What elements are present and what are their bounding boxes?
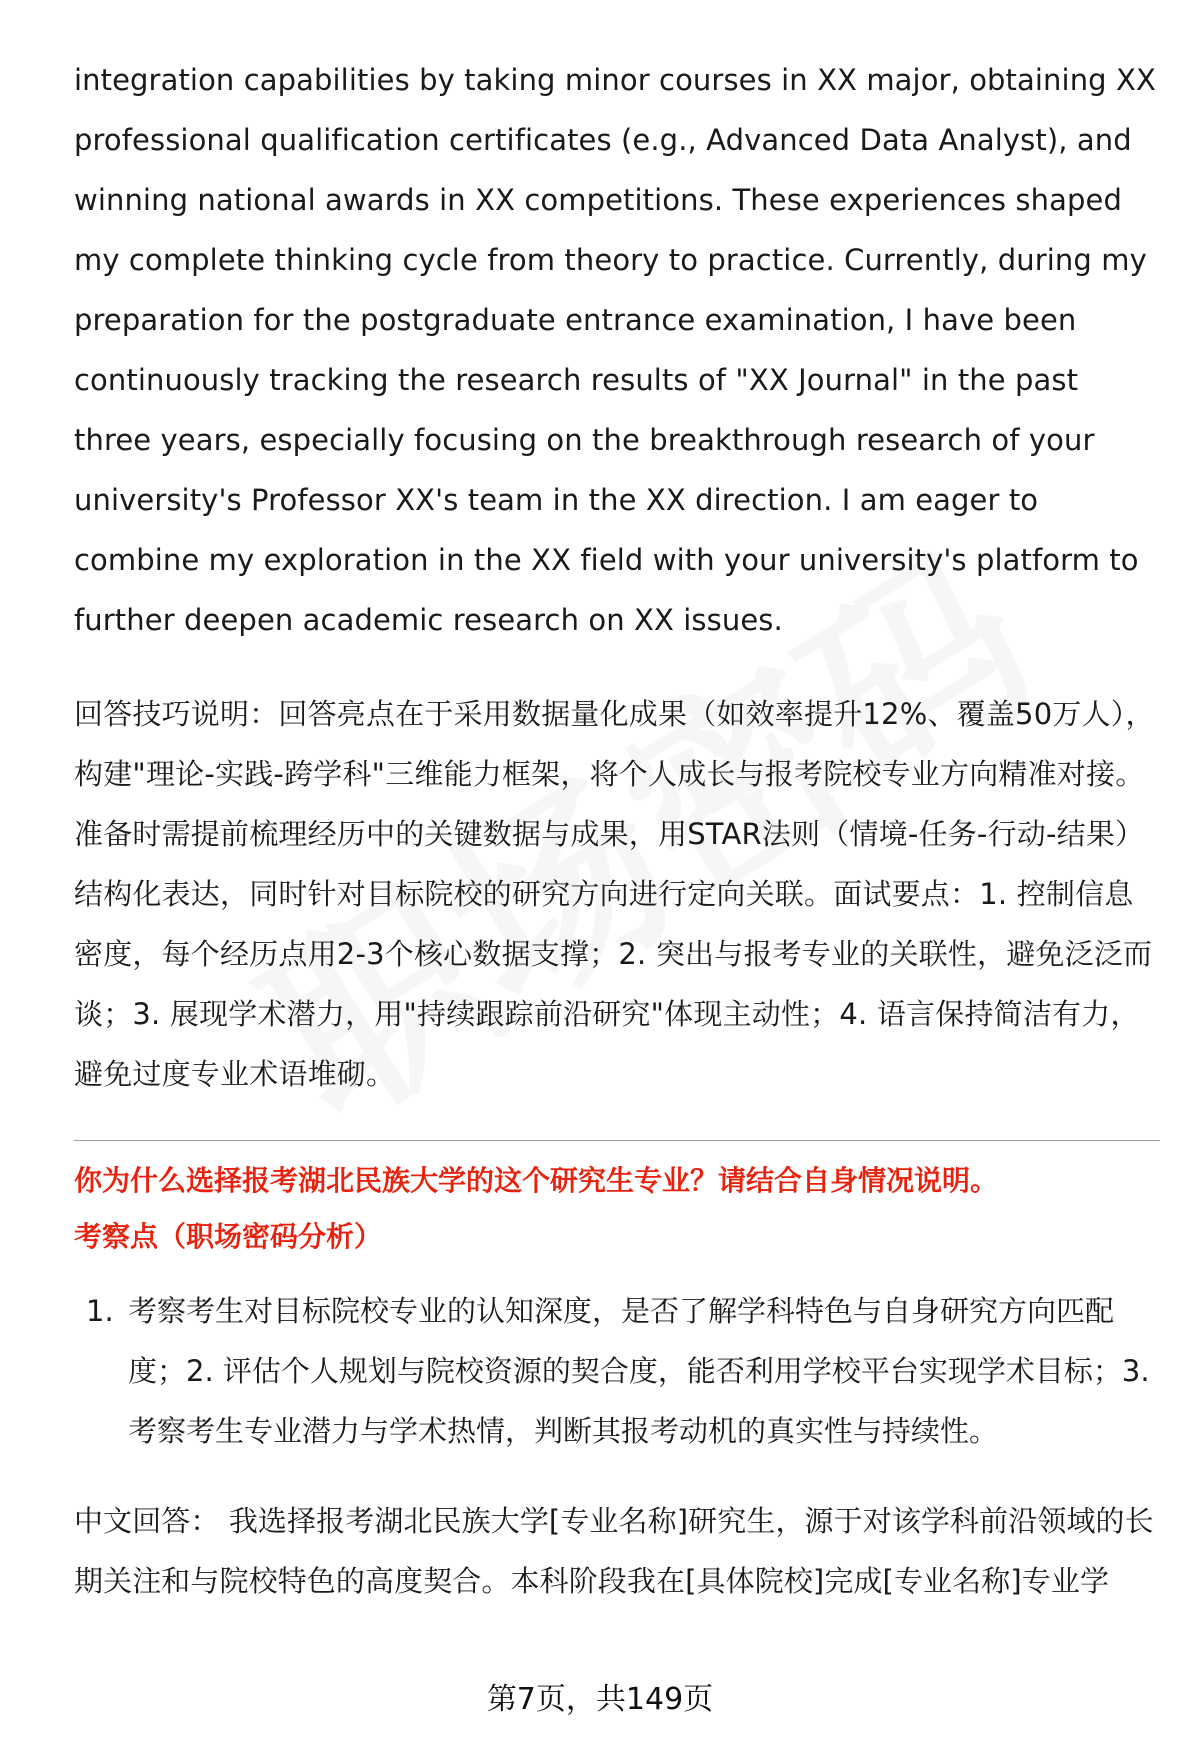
list-item-number: 1.	[86, 1294, 114, 1328]
chinese-answer-paragraph: 中文回答： 我选择报考湖北民族大学[专业名称]研究生，源于对该学科前沿领域的长期关注和与院校特色的高度契合。本科阶段我在[具体院校]完成[专业名称]专业学	[74, 1504, 1154, 1598]
question-title: 你为什么选择报考湖北民族大学的这个研究生专业？请结合自身情况说明。	[74, 1164, 999, 1197]
intro-paragraph: integration capabilities by taking minor courses in XX major, obtaining XX professional qualification certificates (e.g., Advanced Data Analyst), and winning national awards in XX competitions. These experiences shaped my complete thinking cycle from theory to practice. Currently, during my preparation for the postgraduate entrance examination, I have been continuously tracking the research results of "XX Journal" in the past three years, especially focusing on the breakthrough research of your university's Professor XX's team in the XX direction. I am eager to combine my exploration in the XX field with your university's platform to further deepen academic research on XX issues.	[74, 63, 1156, 637]
section-divider	[74, 1140, 1160, 1141]
focus-points-heading: 考察点（职场密码分析）	[74, 1220, 383, 1253]
list-item	[74, 1281, 1160, 1461]
answer-tips-paragraph: 回答技巧说明：回答亮点在于采用数据量化成果（如效率提升12%、覆盖50万人），构建"理论-实践-跨学科"三维能力框架，将个人成长与报考院校专业方向精准对接。准备时需提前梳理经历中的关键数据与成果，用STAR法则（情境-任务-行动-结果）结构化表达，同时针对目标院校的研究方向进行定向关联。面试要点：1. 控制信息密度，每个经历点用2-3个核心数据支撑；2. 突出与报考专业的关联性，避免泛泛而谈；3. 展现学术潜力，用"持续跟踪前沿研究"体现主动性；4. 语言保持简洁有力，避免过度专业术语堆砌。	[74, 697, 1155, 1091]
document-page	[74, 50, 1160, 1611]
page-number-footer: 第7页，共149页	[486, 1682, 714, 1717]
focus-points-list	[74, 1281, 1160, 1461]
list-item-text: 考察考生对目标院校专业的认知深度，是否了解学科特色与自身研究方向匹配度；2. 评估个人规划与院校资源的契合度，能否利用学校平台实现学术目标；3. 考察考生专业潜力与学术热情，判断其报考动机的真实性与持续性。	[128, 1294, 1150, 1448]
